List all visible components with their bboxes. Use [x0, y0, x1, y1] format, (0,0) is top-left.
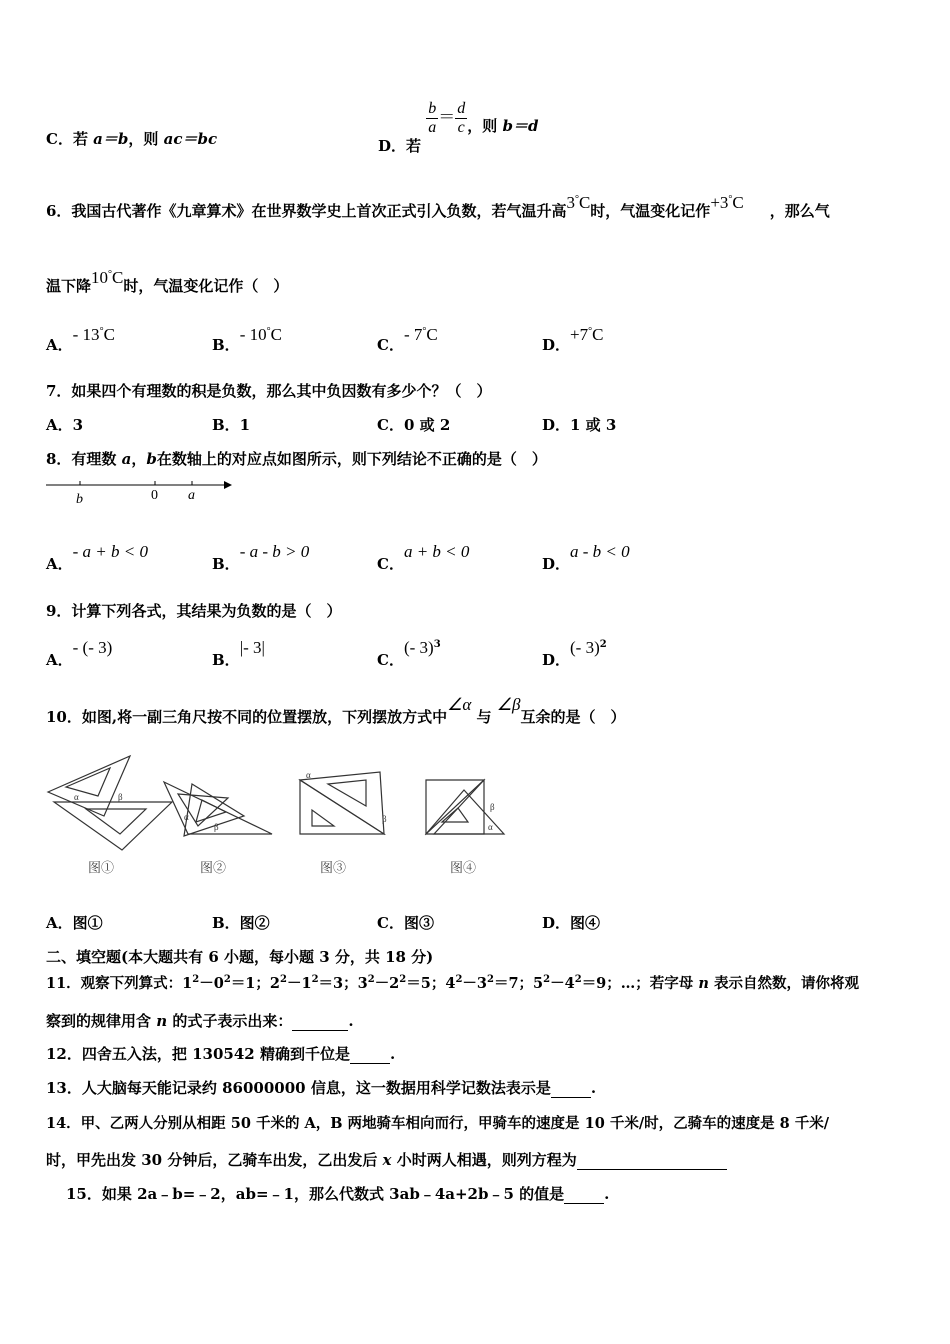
figure-3 [300, 770, 387, 875]
q8-question: 8．有理数 a，b在数轴上的对应点如图所示，则下列结论不正确的是（ ） [46, 450, 547, 468]
q10-option-d: D．图④ [542, 914, 601, 932]
q13-answer-blank[interactable] [551, 1079, 591, 1098]
q8-option-a: A．- a + b < 0 [46, 542, 148, 573]
fraction-b-over-a: $\frac{b}{a}$ [428, 100, 437, 136]
figure-label-3: 图③ [320, 860, 347, 875]
q6-option-c: C．- 7°C [377, 325, 438, 354]
fig3-beta: β [382, 814, 387, 824]
q10-question: 10．如图,将一副三角尺按不同的位置摆放，下列摆放方式中∠α 与 ∠β互余的是（ ） [46, 695, 626, 726]
q9-option-a: A．- (- 3) [46, 638, 113, 669]
q5-option-c: C．若 a＝b，则 ac＝bc [46, 130, 218, 148]
figure-label-2: 图② [200, 860, 227, 875]
figure-1 [48, 756, 172, 875]
figure-4 [426, 780, 504, 875]
q14-answer-blank[interactable] [577, 1151, 727, 1170]
axis-label-b: b [76, 492, 83, 507]
axis-label-zero: 0 [151, 488, 158, 503]
q10-option-b: B．图② [212, 914, 270, 932]
q9-option-b: B．|- 3| [212, 638, 265, 669]
q6-line2: 温下降10°C时，气温变化记作（ ） [46, 268, 289, 295]
fraction-d-over-c: $\frac{d}{c}$ [457, 100, 466, 136]
q6-option-b: B．- 10°C [212, 325, 282, 354]
q11-line1: 11．观察下列算式：$1^2-0^2=1$；$2^2-1^2=3$；$3^2-2^2=5$；$4^2-3^2=7$；$5^2-4^2=9$；…；若字母 n 表示自然数，请你将观 [46, 974, 859, 992]
fig4-beta: β [490, 802, 495, 812]
q7-option-d: D．1 或 3 [542, 416, 617, 434]
q8-option-b: B．- a - b > 0 [212, 542, 310, 573]
q7-option-b: B．1 [212, 416, 251, 434]
q15-answer-blank[interactable] [564, 1185, 604, 1204]
fig3-alpha: α [306, 770, 311, 780]
fig4-alpha: α [488, 822, 493, 832]
fig1-alpha: α [74, 792, 79, 802]
temp-fall: 10°C [91, 268, 124, 287]
q10-option-c: C．图③ [377, 914, 434, 932]
q6-option-a: A．- 13°C [46, 325, 115, 354]
figure-label-1: 图① [88, 860, 115, 875]
q10-option-a: A．图① [46, 914, 103, 932]
fig2-alpha: α [184, 812, 189, 822]
q7-option-a: A．3 [46, 416, 84, 434]
q14-line1: 14．甲、乙两人分别从相距 50 千米的 A，B 两地骑车相向而行，甲骑车的速度是 10 千米/时，乙骑车的速度是 8 千米/ [46, 1115, 830, 1132]
q8-option-c: C．a + b < 0 [377, 542, 470, 573]
section-2-heading: 二、填空题(本大题共有 6 小题，每小题 3 分，共 18 分) [46, 948, 434, 966]
q6-option-d: D．+7°C [542, 325, 604, 354]
figure-2 [164, 782, 272, 875]
q9-question: 9．计算下列各式，其结果为负数的是（ ） [46, 602, 342, 620]
axis-label-a: a [188, 488, 195, 503]
q9-option-c: C．(- 3)$^3$ [377, 638, 441, 669]
fig2-beta: β [214, 822, 219, 832]
temp-change: +3°C [710, 193, 744, 212]
q12-answer-blank[interactable] [350, 1045, 390, 1064]
q8-option-d: D．a - b < 0 [542, 542, 630, 573]
triangle-figures [44, 750, 524, 880]
q7-question: 7．如果四个有理数的积是负数，那么其中负因数有多少个？（ ） [46, 382, 492, 400]
q11-answer-blank[interactable] [292, 1012, 348, 1031]
q12-question: 12．四舍五入法，把 130542 精确到千位是 . [46, 1045, 396, 1063]
q5-option-d: D．若 $\frac{b}{a}$ ＝ $\frac{d}{c}$ ，则 b＝d [378, 100, 539, 155]
number-line [44, 474, 244, 510]
q11-line2: 察到的规律用含 n 的式子表示出来： . [46, 1012, 354, 1030]
q15-question: 15．如果 2a﹣b=﹣2，ab=﹣1，那么代数式 3ab﹣4a+2b﹣5 的值是 . [66, 1185, 610, 1203]
q11-seq-1: 2 [192, 974, 200, 985]
fig1-beta: β [118, 792, 123, 802]
figure-label-4: 图④ [450, 860, 477, 875]
q14-line2: 时，甲先出发 30 分钟后，乙骑车出发，乙出发后 x 小时两人相遇，则列方程为 [46, 1149, 727, 1170]
q9-option-d: D．(- 3)$^2$ [542, 638, 607, 669]
q6-line1: 6．我国古代著作《九章算术》在世界数学史上首次正式引入负数，若气温升高3°C时，气温变化记作+3°C ，那么气 [46, 193, 830, 220]
q13-question: 13．人大脑每天能记录约 86000000 信息，这一数据用科学记数法表示是 . [46, 1079, 597, 1097]
q7-option-c: C．0 或 2 [377, 416, 451, 434]
temp-rise: 3°C [566, 193, 591, 212]
